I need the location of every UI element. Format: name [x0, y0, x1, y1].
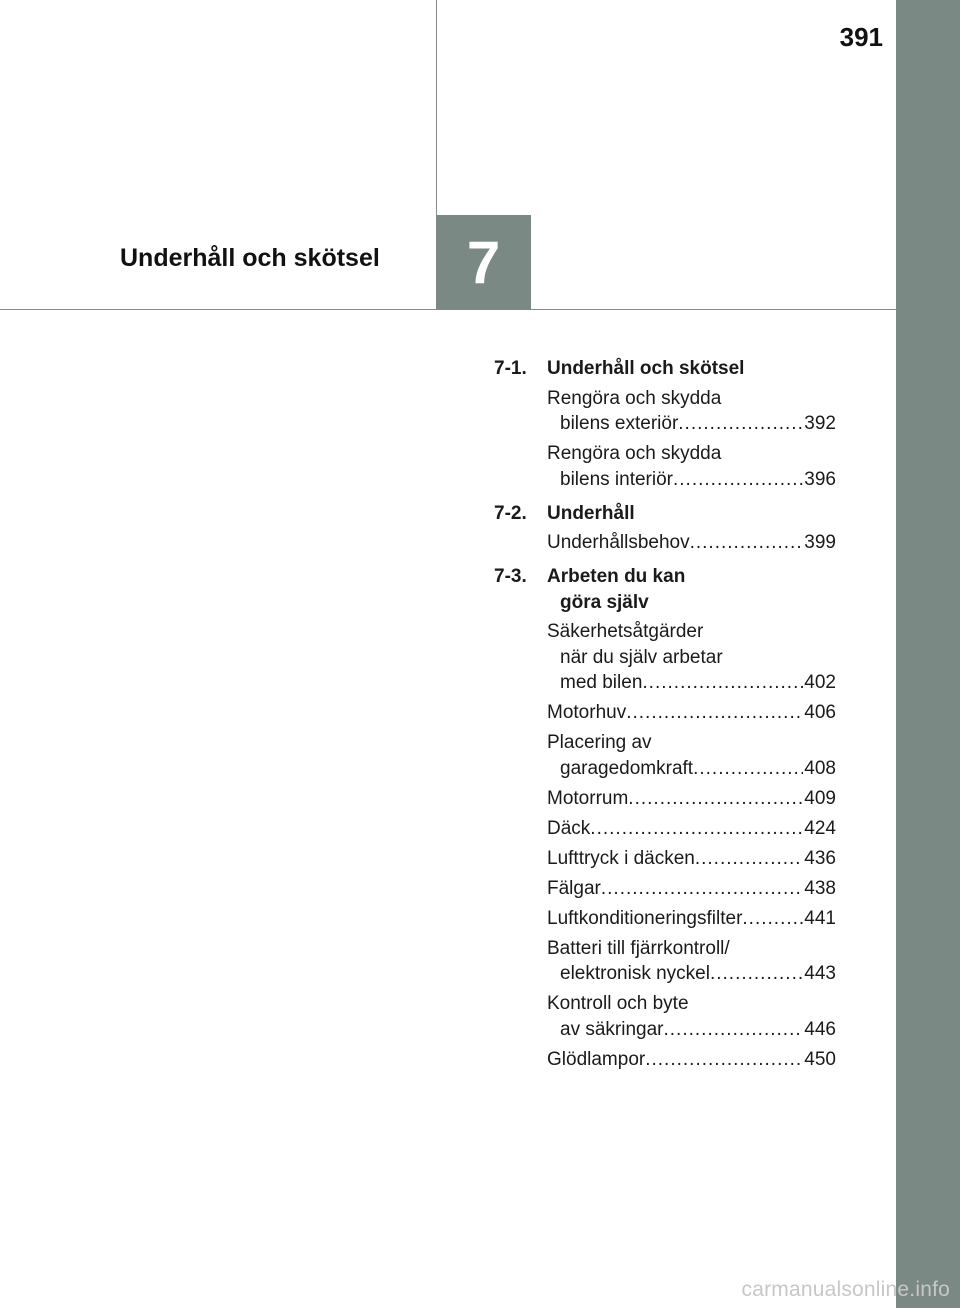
- dot-leader: [626, 700, 803, 726]
- toc-entry-text: när du själv arbetar: [560, 646, 723, 668]
- page-number: 391: [839, 22, 883, 52]
- toc-entry[interactable]: [547, 700, 836, 726]
- toc-entry[interactable]: [547, 906, 836, 932]
- section-spacer: [494, 1077, 836, 1081]
- toc-entry-text: Glödlampor: [547, 1048, 646, 1070]
- toc-entry[interactable]: [547, 1047, 836, 1073]
- toc-entry[interactable]: [547, 816, 836, 842]
- toc-entry-text: Luftkonditioneringsfilter: [547, 907, 743, 929]
- section-title: [547, 356, 836, 382]
- toc-section-heading: [494, 564, 836, 615]
- toc-entry[interactable]: [547, 619, 836, 696]
- toc-entry-page: 399: [804, 532, 836, 553]
- toc-entry-page: 424: [804, 817, 836, 839]
- toc-entry-page: 396: [804, 468, 836, 490]
- toc-entry[interactable]: [547, 530, 836, 556]
- dot-leader: [710, 961, 803, 987]
- toc-entry[interactable]: [547, 936, 836, 987]
- toc-entry-page: 436: [804, 847, 836, 869]
- chapter-title: Underhåll och skötsel: [120, 244, 380, 272]
- table-of-contents: [494, 356, 836, 1081]
- section-title-line: Underhåll och skötsel: [547, 358, 745, 379]
- side-tab-bar: [896, 0, 960, 1308]
- toc-entry[interactable]: [547, 846, 836, 872]
- dot-leader: [590, 816, 803, 842]
- toc-entry-page: 450: [804, 1048, 836, 1070]
- chapter-number: 7: [466, 229, 501, 296]
- section-title: [547, 564, 836, 615]
- toc-entry-text: Däck: [547, 817, 591, 839]
- toc-entry[interactable]: [547, 786, 836, 812]
- toc-entry-text: bilens exteriör: [560, 413, 679, 434]
- watermark: carmanualsonline.info: [741, 1278, 950, 1301]
- section-title-line: Arbeten du kan: [547, 566, 686, 587]
- dot-leader: [678, 411, 803, 437]
- toc-entry-text: Rengöra och skydda: [547, 387, 722, 409]
- section-number: 7-2.: [494, 502, 527, 524]
- toc-entry-page: 402: [804, 672, 836, 693]
- toc-entry-page: 446: [804, 1018, 836, 1040]
- toc-entry-text: Motorhuv: [547, 702, 627, 723]
- toc-entry-page: 438: [804, 877, 836, 899]
- toc-entry-text: Säkerhetsåtgärder: [547, 621, 704, 642]
- dot-leader: [664, 1017, 804, 1043]
- toc-entry-text: med bilen: [560, 672, 643, 693]
- section-title: [547, 501, 836, 527]
- toc-entry[interactable]: [547, 386, 836, 437]
- dot-leader: [690, 530, 804, 556]
- dot-leader: [628, 786, 803, 812]
- toc-entry-text: Lufttryck i däcken: [547, 847, 695, 869]
- dot-leader: [642, 670, 803, 696]
- toc-entry-text: garagedomkraft: [560, 757, 694, 779]
- toc-entry[interactable]: [547, 730, 836, 781]
- section-number: 7-1.: [494, 358, 527, 379]
- dot-leader: [695, 846, 803, 872]
- dot-leader: [601, 876, 803, 902]
- toc-entry-text: av säkringar: [560, 1018, 664, 1040]
- toc-entry-text: Motorrum: [547, 787, 629, 809]
- toc-entry-page: 409: [804, 787, 836, 809]
- toc-entry-text: Placering av: [547, 732, 652, 753]
- toc-entry-text: Rengöra och skydda: [547, 443, 722, 464]
- toc-entry-text: Kontroll och byte: [547, 993, 689, 1014]
- toc-section-heading: [494, 356, 836, 382]
- toc-entry-text: elektronisk nyckel: [560, 963, 710, 984]
- toc-entry-page: 406: [804, 702, 836, 723]
- section-title-line: göra själv: [560, 591, 649, 613]
- toc-entry-text: Batteri till fjärrkontroll/: [547, 937, 730, 959]
- toc-entry-page: 441: [804, 907, 836, 929]
- section-number: 7-3.: [494, 566, 527, 587]
- section-title-line: Underhåll: [547, 502, 635, 524]
- toc-entry-page: 443: [804, 963, 836, 984]
- toc-entry-text: Underhållsbehov: [547, 532, 690, 553]
- toc-entry-text: bilens interiör: [560, 468, 673, 490]
- toc-entry-page: 408: [804, 757, 836, 779]
- dot-leader: [742, 906, 803, 932]
- chapter-number-box: [436, 215, 531, 310]
- dot-leader: [645, 1047, 803, 1073]
- dot-leader: [673, 467, 803, 493]
- toc-entry[interactable]: [547, 441, 836, 492]
- toc-section-heading: [494, 501, 836, 527]
- toc-entry-page: 392: [804, 413, 836, 434]
- toc-entry-text: Fälgar: [547, 877, 601, 899]
- toc-entry[interactable]: [547, 876, 836, 902]
- dot-leader: [693, 756, 803, 782]
- vertical-rule: [436, 0, 437, 215]
- toc-entry[interactable]: [547, 991, 836, 1042]
